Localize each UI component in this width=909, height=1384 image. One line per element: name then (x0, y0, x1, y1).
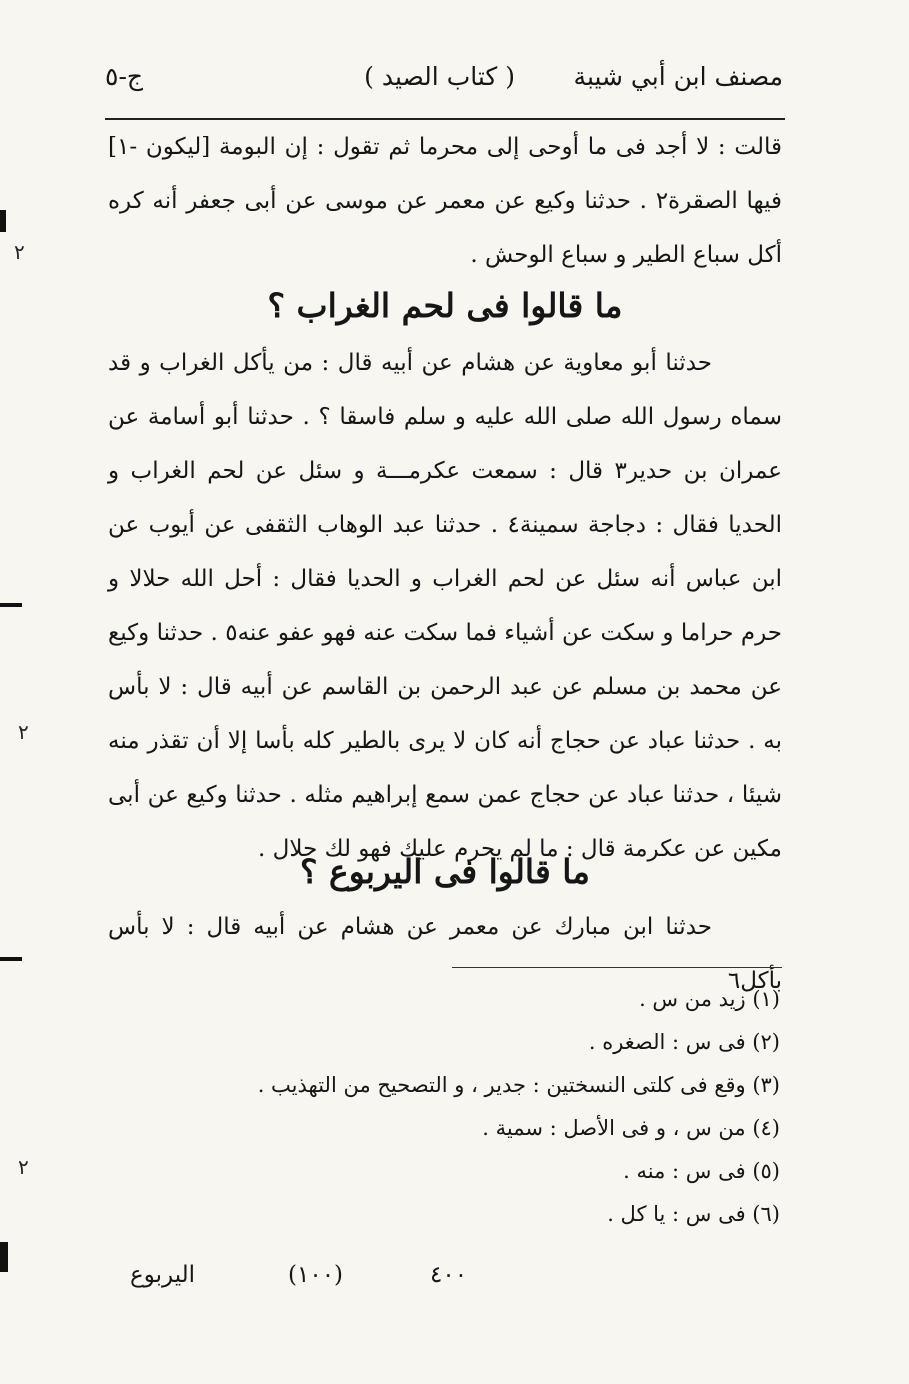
running-header (105, 62, 783, 102)
footnote-4: (٤) من س ، و فى الأصل : سمية . (482, 1116, 780, 1140)
margin-bar (0, 957, 22, 961)
footer-signature: (١٠٠) (288, 1262, 344, 1288)
footnote-rule (452, 967, 782, 968)
page-number: ٤٠٠ (430, 1262, 468, 1288)
paragraph-3: حدثنا ابن مبارك عن معمر عن هشام عن أبيه قال : لا بأس بأكل٦ (108, 914, 782, 994)
paragraph-2: حدثنا أبو معاوية عن هشام عن أبيه قال : من يأكل الغراب و قد سماه رسول الله صلى الله عليه و سلم فاسقا ؟ . حدثنا أبو أسامة عن عمران بن حدير٣ قال : سمعت عكرمـــة و سئل عن لحم الغراب و الحديا فقال : دجاجة سمينة٤ . حدثنا عبد الوهاب الثقفى عن أيوب عن ابن عباس أنه سئل عن لحم الغراب و الحديا فقال : أحل الله حلالا و حرم حراما و سكت عن أشياء فما سكت عنه فهو عفو عنه٥ . حدثنا وكيع عن محمد بن مسلم عن عبد الرحمن بن القاسم عن أبيه قال : لا بأس به . حدثنا عباد عن حجاج أنه كان لا يرى بالطير كله بأسا إلا أن تقذر منه شيئا ، حدثنا عباد عن حجاج عمن سمع إبراهيم مثله . حدثنا وكيع عن أبى مكين عن عكرمة قال : ما لم يحرم عليك فهو لك حلال . (108, 350, 782, 862)
footnote-2: (٢) فى س : الصغره . (588, 1030, 780, 1054)
margin-mark: ٢ (14, 240, 25, 264)
footnotes-list (240, 978, 780, 1236)
page-footer (130, 1262, 480, 1298)
margin-mark: ٢ (18, 720, 29, 744)
header-volume: ج-٥ (105, 62, 144, 91)
section-heading-jerboa: ما قالوا فى اليربوع ؟ (300, 852, 590, 891)
margin-bar (0, 210, 6, 232)
margin-bar (0, 1242, 8, 1272)
paragraph-1: قالت : لا أجد فى ما أوحى إلى محرما ثم تقول : إن البومة [ليكون -١] فيها الصقرة٢ . حدثنا وكيع عن معمر عن موسى عن أبى جعفر أنه كره أكل سباع الطير و سباع الوحش . (108, 134, 783, 268)
section-heading-crow: ما قالوا فى لحم الغراب ؟ (267, 286, 623, 325)
header-chapter-title: ( كتاب الصيد ) (364, 62, 515, 91)
footnote-1: (١) زيد من س . (639, 987, 780, 1011)
footnote-3: (٣) وقع فى كلتى النسختين : جدير ، و التصحيح من التهذيب . (257, 1073, 780, 1097)
margin-bar (0, 603, 22, 607)
footer-catchword: اليربوع (130, 1262, 196, 1288)
margin-mark: ٢ (18, 1155, 29, 1179)
header-book-title: مصنف ابن أبي شيبة (573, 62, 783, 91)
footnote-6: (٦) فى س : يا كل . (607, 1202, 780, 1226)
footnote-5: (٥) فى س : منه . (623, 1159, 780, 1183)
